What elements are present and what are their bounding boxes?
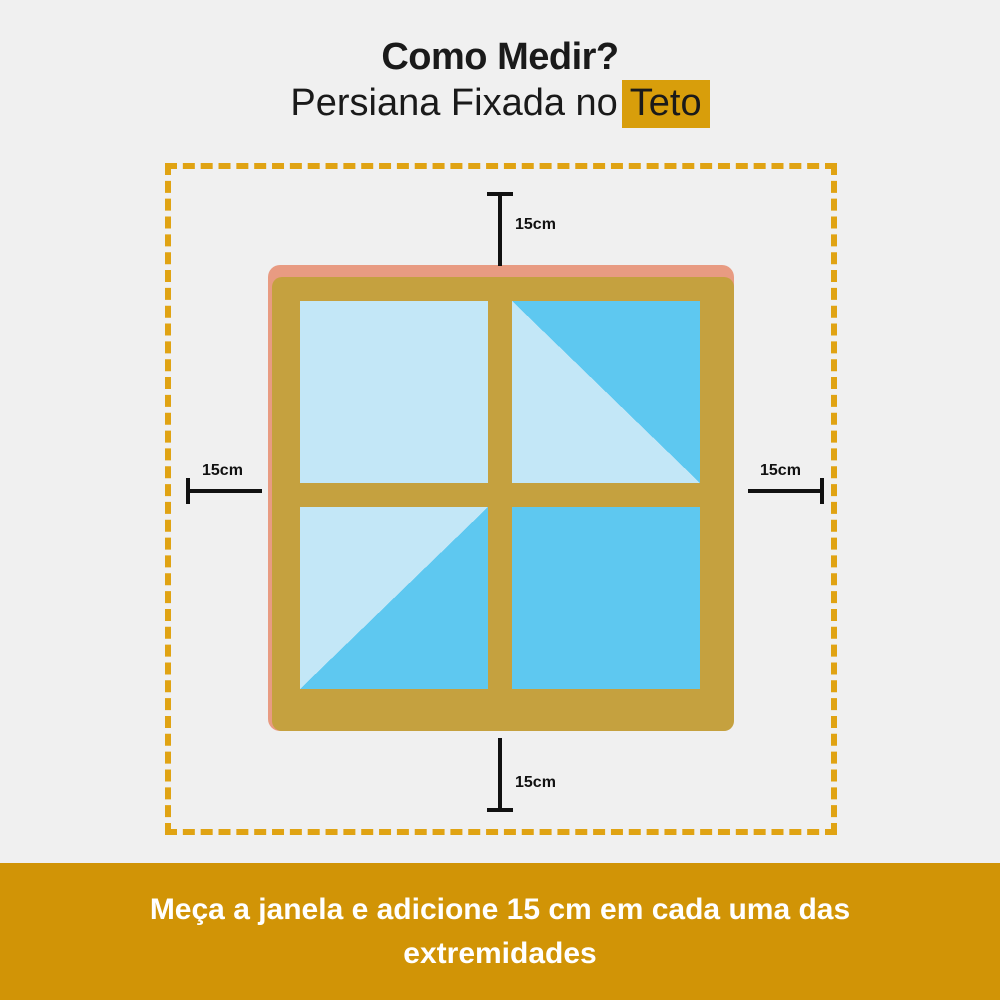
window-pane-bottom-right bbox=[512, 507, 700, 689]
dimension-cap-icon bbox=[820, 478, 824, 504]
footer-instruction-text: Meça a janela e adicione 15 cm em cada uma das extremidades bbox=[149, 893, 851, 970]
window-frame bbox=[272, 277, 734, 731]
page-title: Como Medir? bbox=[381, 36, 619, 78]
glass-highlight bbox=[300, 507, 488, 689]
window-illustration bbox=[268, 265, 734, 731]
dimension-left-label: 15cm bbox=[202, 462, 243, 479]
window-pane-top-left bbox=[300, 301, 488, 483]
page-subtitle-text: Persiana Fixada no bbox=[290, 82, 618, 124]
window-pane-top-right bbox=[512, 301, 700, 483]
dimension-bottom-label: 15cm bbox=[515, 774, 556, 791]
dimension-top bbox=[487, 192, 556, 270]
dimension-line-icon bbox=[190, 489, 262, 493]
glass-highlight bbox=[512, 507, 700, 689]
dimension-top-label: 15cm bbox=[515, 216, 556, 233]
dimension-bottom bbox=[487, 738, 556, 816]
dimension-right-label: 15cm bbox=[760, 462, 801, 479]
page-subtitle bbox=[0, 82, 1000, 125]
dimension-left bbox=[186, 462, 272, 508]
window-pane-bottom-left bbox=[300, 507, 488, 689]
dimension-line-icon bbox=[498, 738, 502, 808]
glass-highlight bbox=[512, 301, 700, 483]
dimension-right bbox=[740, 462, 826, 508]
page-subtitle-highlight: Teto bbox=[622, 80, 710, 128]
dimension-line-icon bbox=[748, 489, 820, 493]
dimension-cap-icon bbox=[487, 808, 513, 812]
footer-banner bbox=[0, 863, 1000, 1000]
dimension-line-icon bbox=[498, 196, 502, 266]
